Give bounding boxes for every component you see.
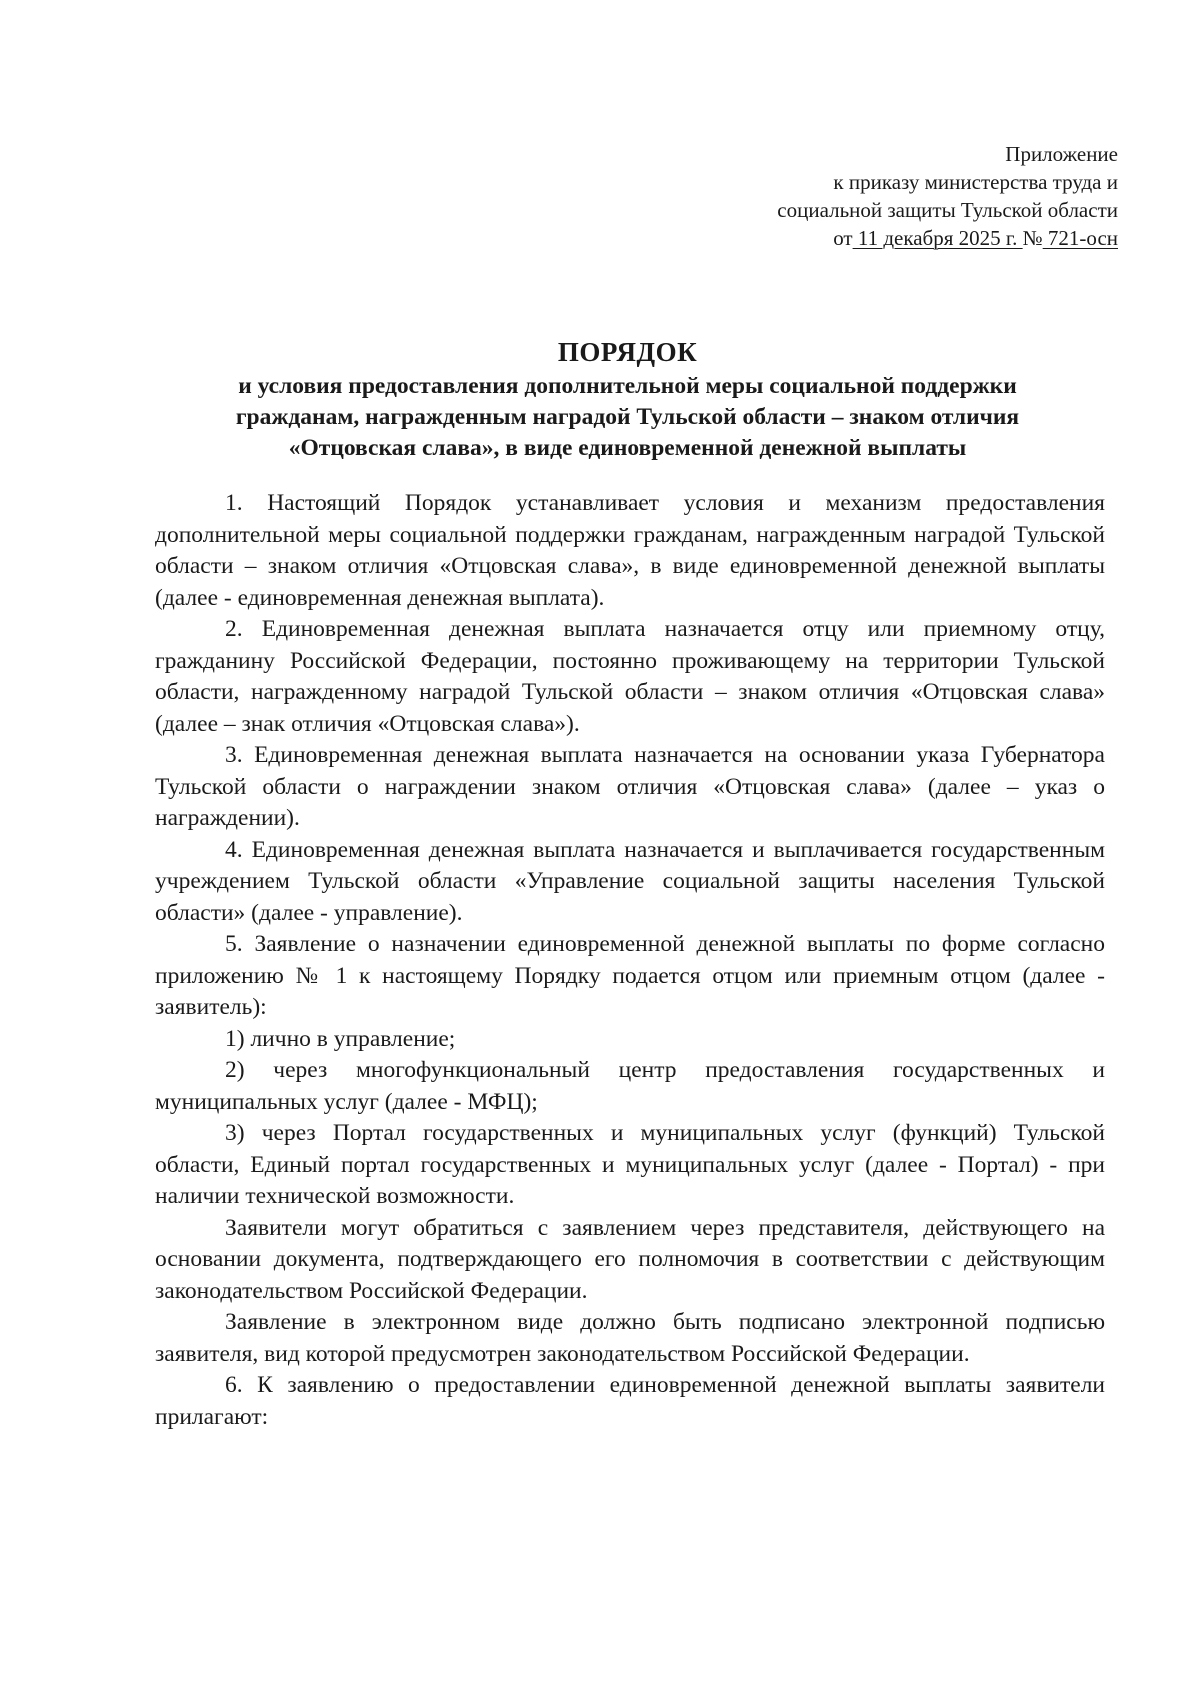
paragraph: 2) через многофункциональный центр предоставления государственных и муниципальных услуг (далее - МФЦ); [155,1057,1105,1115]
paragraph: 2. Единовременная денежная выплата назначается отцу или приемному отцу, гражданину Российской Федерации, постоянно проживающему на территории Тульской области, награжденному наградой Тульской области – знаком отличия «Отцовская слава» (далее – знак отличия «Отцовская слава»). [155,616,1105,737]
order-date: 11 декабря 2025 г. [852,226,1023,250]
appendix-order-ref: к приказу министерства труда и [833,170,1118,194]
document-body [155,488,1105,1433]
date-prefix: от [833,226,853,250]
paragraph: 3. Единовременная денежная выплата назначается на основании указа Губернатора Тульской области о награждении знаком отличия «Отцовская слава» (далее – указ о награждении). [155,742,1105,831]
subtitle-line: гражданам, награжденным наградой Тульской области – знаком отличия [235,404,1020,430]
appendix-header [598,140,1118,252]
document-title [150,333,1105,464]
title-main: ПОРЯДОК [557,337,698,367]
appendix-date-number [598,224,1118,252]
paragraph: Заявление в электронном виде должно быть подписано электронной подписью заявителя, вид которой предусмотрен законодательством Российской Федерации. [155,1309,1105,1367]
paragraph: 6. К заявлению о предоставлении единовременной денежной выплаты заявители прилагают: [155,1372,1105,1430]
appendix-ministry: социальной защиты Тульской области [777,198,1118,222]
paragraph: 1. Настоящий Порядок устанавливает условия и механизм предоставления дополнительной меры социальной поддержки гражданам, награжденным наградой Тульской области – знаком отличия «Отцовская слава», в виде единовременной денежной выплаты (далее - единовременная денежная выплата). [155,490,1105,611]
number-sign: № [1022,226,1043,250]
appendix-title: Приложение [1005,142,1118,166]
paragraph: 5. Заявление о назначении единовременной денежной выплаты по форме согласно приложению № 1 к настоящему Порядку подается отцом или приемным отцом (далее - заявитель): [155,931,1105,1020]
paragraph: 1) лично в управление; [225,1025,456,1052]
paragraph: Заявители могут обратиться с заявлением через представителя, действующего на основании документа, подтверждающего его полномочия в соответствии с действующим законодательством Российской Федерации. [155,1214,1105,1304]
paragraph: 3) через Портал государственных и муниципальных услуг (функций) Тульской области, Единый портал государственных и муниципальных услуг (далее - Портал) - при наличии технической возможности. [155,1120,1105,1209]
order-number: 721-осн [1042,226,1118,250]
subtitle-line: «Отцовская слава», в виде единовременной денежной выплаты [288,435,967,461]
title-subtitle [150,371,1105,464]
subtitle-line: и условия предоставления дополнительной меры социальной поддержки [238,373,1017,399]
paragraph: 4. Единовременная денежная выплата назначается и выплачивается государственным учреждением Тульской области «Управление социальной защиты населения Тульской области» (далее - управление). [155,836,1105,926]
